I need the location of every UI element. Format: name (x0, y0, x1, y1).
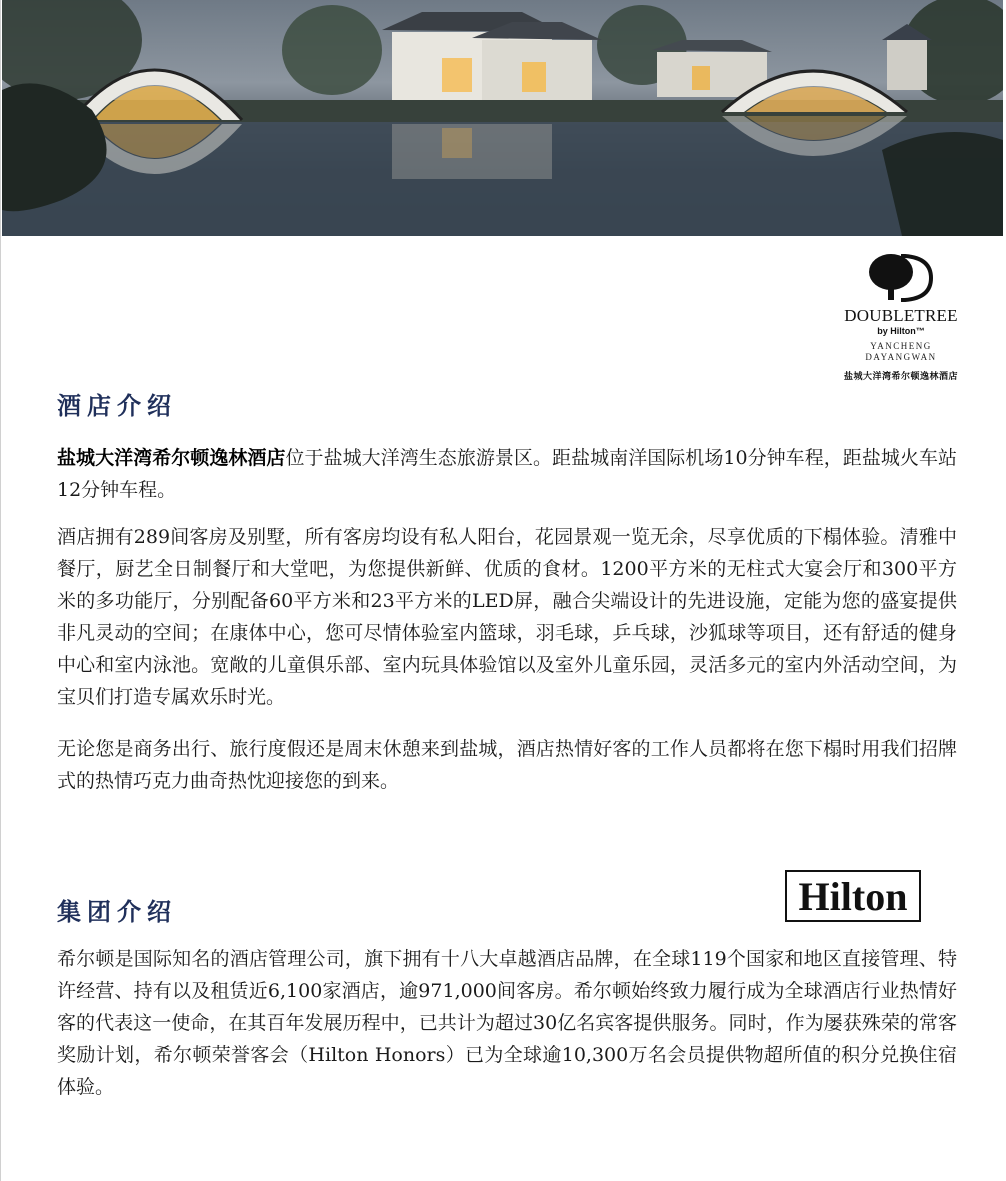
doubletree-wordmark: DOUBLETREE (844, 306, 958, 325)
hotel-location-text: 位于盐城大洋湾生态旅游景区。距盐城南洋国际机场10分钟车程，距盐城火车站12分钟车程。 (57, 447, 957, 501)
doubletree-logo (835, 252, 967, 384)
hotel-cn-name: 盐城大洋湾希尔顿逸林酒店 (843, 372, 958, 382)
city-line-1: YANCHENG (870, 341, 932, 351)
group-intro-paragraph: 希尔顿是国际知名的酒店管理公司，旗下拥有十八大卓越酒店品牌，在全球119个国家和地区直接管理、特许经营、持有以及租赁近6,100家酒店，逾971,000间客房。希尔顿始终致力履行成为全球酒店行业热情好客的代表这一使命，在其百年发展历程中，已共计为超过30亿名宾客提供服务。同时，作为屡获殊荣的常客奖励计划，希尔顿荣誉客会（Hilton Honors）已为全球逾10,300万名会员提供物超所值的积分兑换住宿体验。 (57, 948, 957, 1098)
hilton-logo: Hilton (785, 870, 921, 922)
hotel-intro-heading: 酒店介绍 (57, 391, 177, 420)
tree-icon (835, 252, 967, 304)
hotel-intro-paragraph-1 (57, 442, 957, 506)
hotel-intro-paragraph-2: 酒店拥有289间客房及别墅，所有客房均设有私人阳台，花园景观一览无余，尽享优质的下榻体验。清雅中餐厅，厨艺全日制餐厅和大堂吧，为您提供新鲜、优质的食材。1200平方米的无柱式大宴会厅和300平方米的多功能厅，分别配备60平方米和23平方米的LED屏，融合尖端设计的先进设施，定能为您的盛宴提供非凡灵动的空间；在康体中心，您可尽情体验室内篮球，羽毛球，乒乓球，沙狐球等项目，还有舒适的健身中心和室内泳池。宽敞的儿童俱乐部、室内玩具体验馆以及室外儿童乐园，灵活多元的室内外活动空间，为宝贝们打造专属欢乐时光。 (57, 526, 957, 708)
group-intro-heading: 集团介绍 (57, 897, 177, 926)
city-line-2: DAYANGWAN (865, 352, 937, 362)
city-text (835, 341, 967, 363)
hero-image (2, 0, 1003, 236)
garden-illustration (2, 0, 1003, 236)
by-hilton-text: by Hilton™ (877, 326, 925, 336)
hotel-intro-paragraph-3: 无论您是商务出行、旅行度假还是周末休憩来到盐城，酒店热情好客的工作人员都将在您下榻时用我们招牌式的热情巧克力曲奇热忱迎接您的到来。 (57, 738, 957, 792)
hotel-name-bold: 盐城大洋湾希尔顿逸林酒店 (57, 447, 286, 469)
